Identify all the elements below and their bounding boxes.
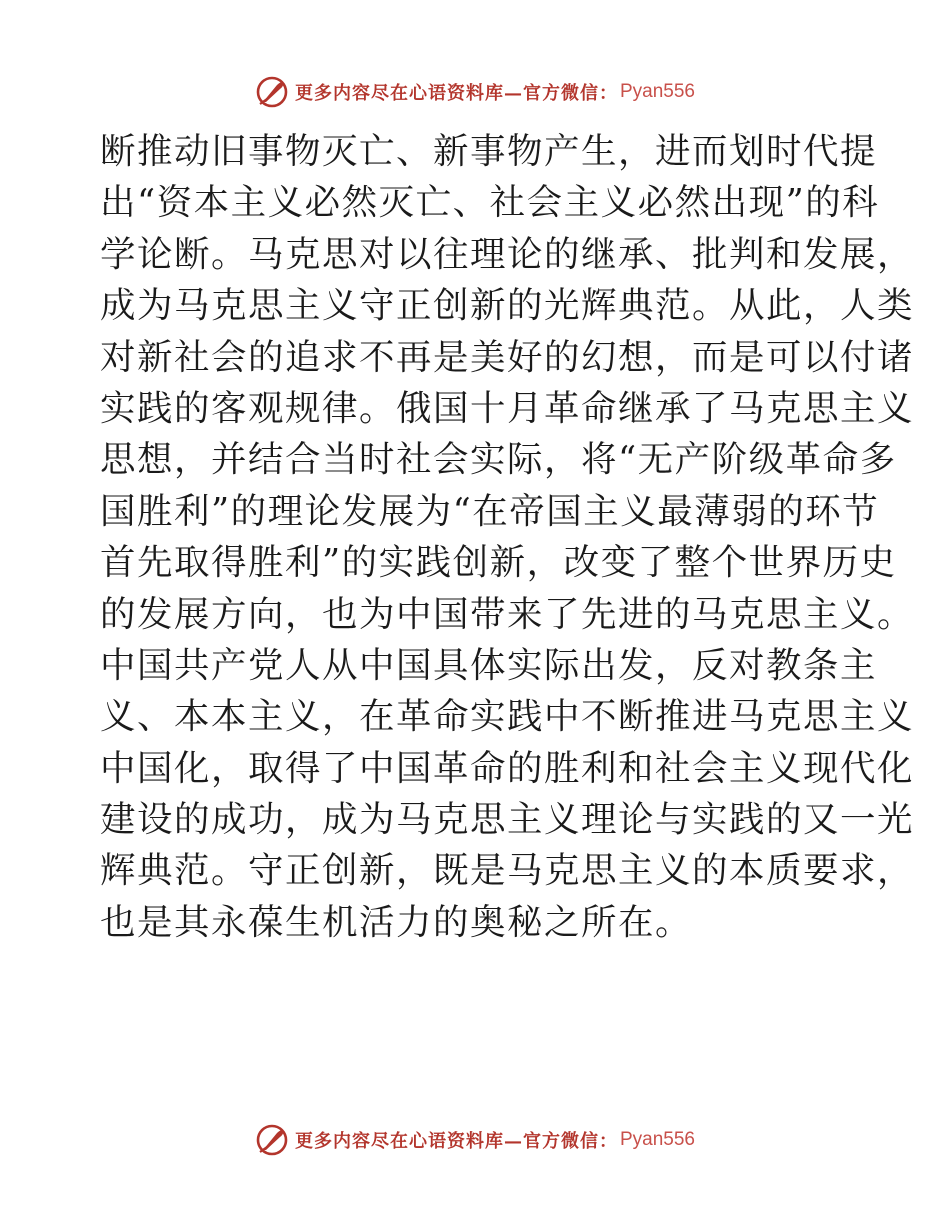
header-banner [0,72,950,112]
footer-wechat-id: Pyan556 [619,1129,695,1150]
footer-banner [0,1120,950,1160]
text-line: 义、本本主义，在革命实践中不断推进马克思主义 [100,696,915,738]
quill-logo-icon [255,75,289,109]
text-line: 成为马克思主义守正创新的光辉典范。从此，人类 [100,285,915,327]
header-wechat-id: Pyan556 [619,81,695,102]
text-line: 对新社会的追求不再是美好的幻想，而是可以付诸 [100,336,915,378]
text-line: 建设的成功，成为马克思主义理论与实践的又一光 [100,799,915,841]
document-body [100,126,915,948]
footer-banner-text: 更多内容尽在心语资料库—官方微信： [294,1131,618,1152]
header-banner-text: 更多内容尽在心语资料库—官方微信： [294,83,618,104]
text-line: 中国化，取得了中国革命的胜利和社会主义现代化 [100,747,915,789]
text-line: 思想，并结合当时社会实际，将“无产阶级革命多 [100,439,897,481]
text-line: 出“资本主义必然灭亡、社会主义必然出现”的科 [100,182,880,224]
text-line: 断推动旧事物灭亡、新事物产生，进而划时代提 [100,131,878,172]
quill-logo-icon [255,1123,289,1157]
text-line: 实践的客观规律。俄国十月革命继承了马克思主义 [100,387,915,429]
text-line: 学论断。马克思对以往理论的继承、批判和发展， [100,233,915,275]
text-line: 中国共产党人从中国具体实际出发，反对教条主 [100,644,878,686]
text-line: 辉典范。守正创新，既是马克思主义的本质要求， [100,850,915,892]
text-line: 国胜利”的理论发展为“在帝国主义最薄弱的环节 [100,490,880,532]
text-line: 也是其永葆生机活力的奥秘之所在。 [100,901,693,943]
text-line: 首先取得胜利”的实践创新，改变了整个世界历史 [100,542,897,584]
text-line: 的发展方向，也为中国带来了先进的马克思主义。 [100,593,915,635]
